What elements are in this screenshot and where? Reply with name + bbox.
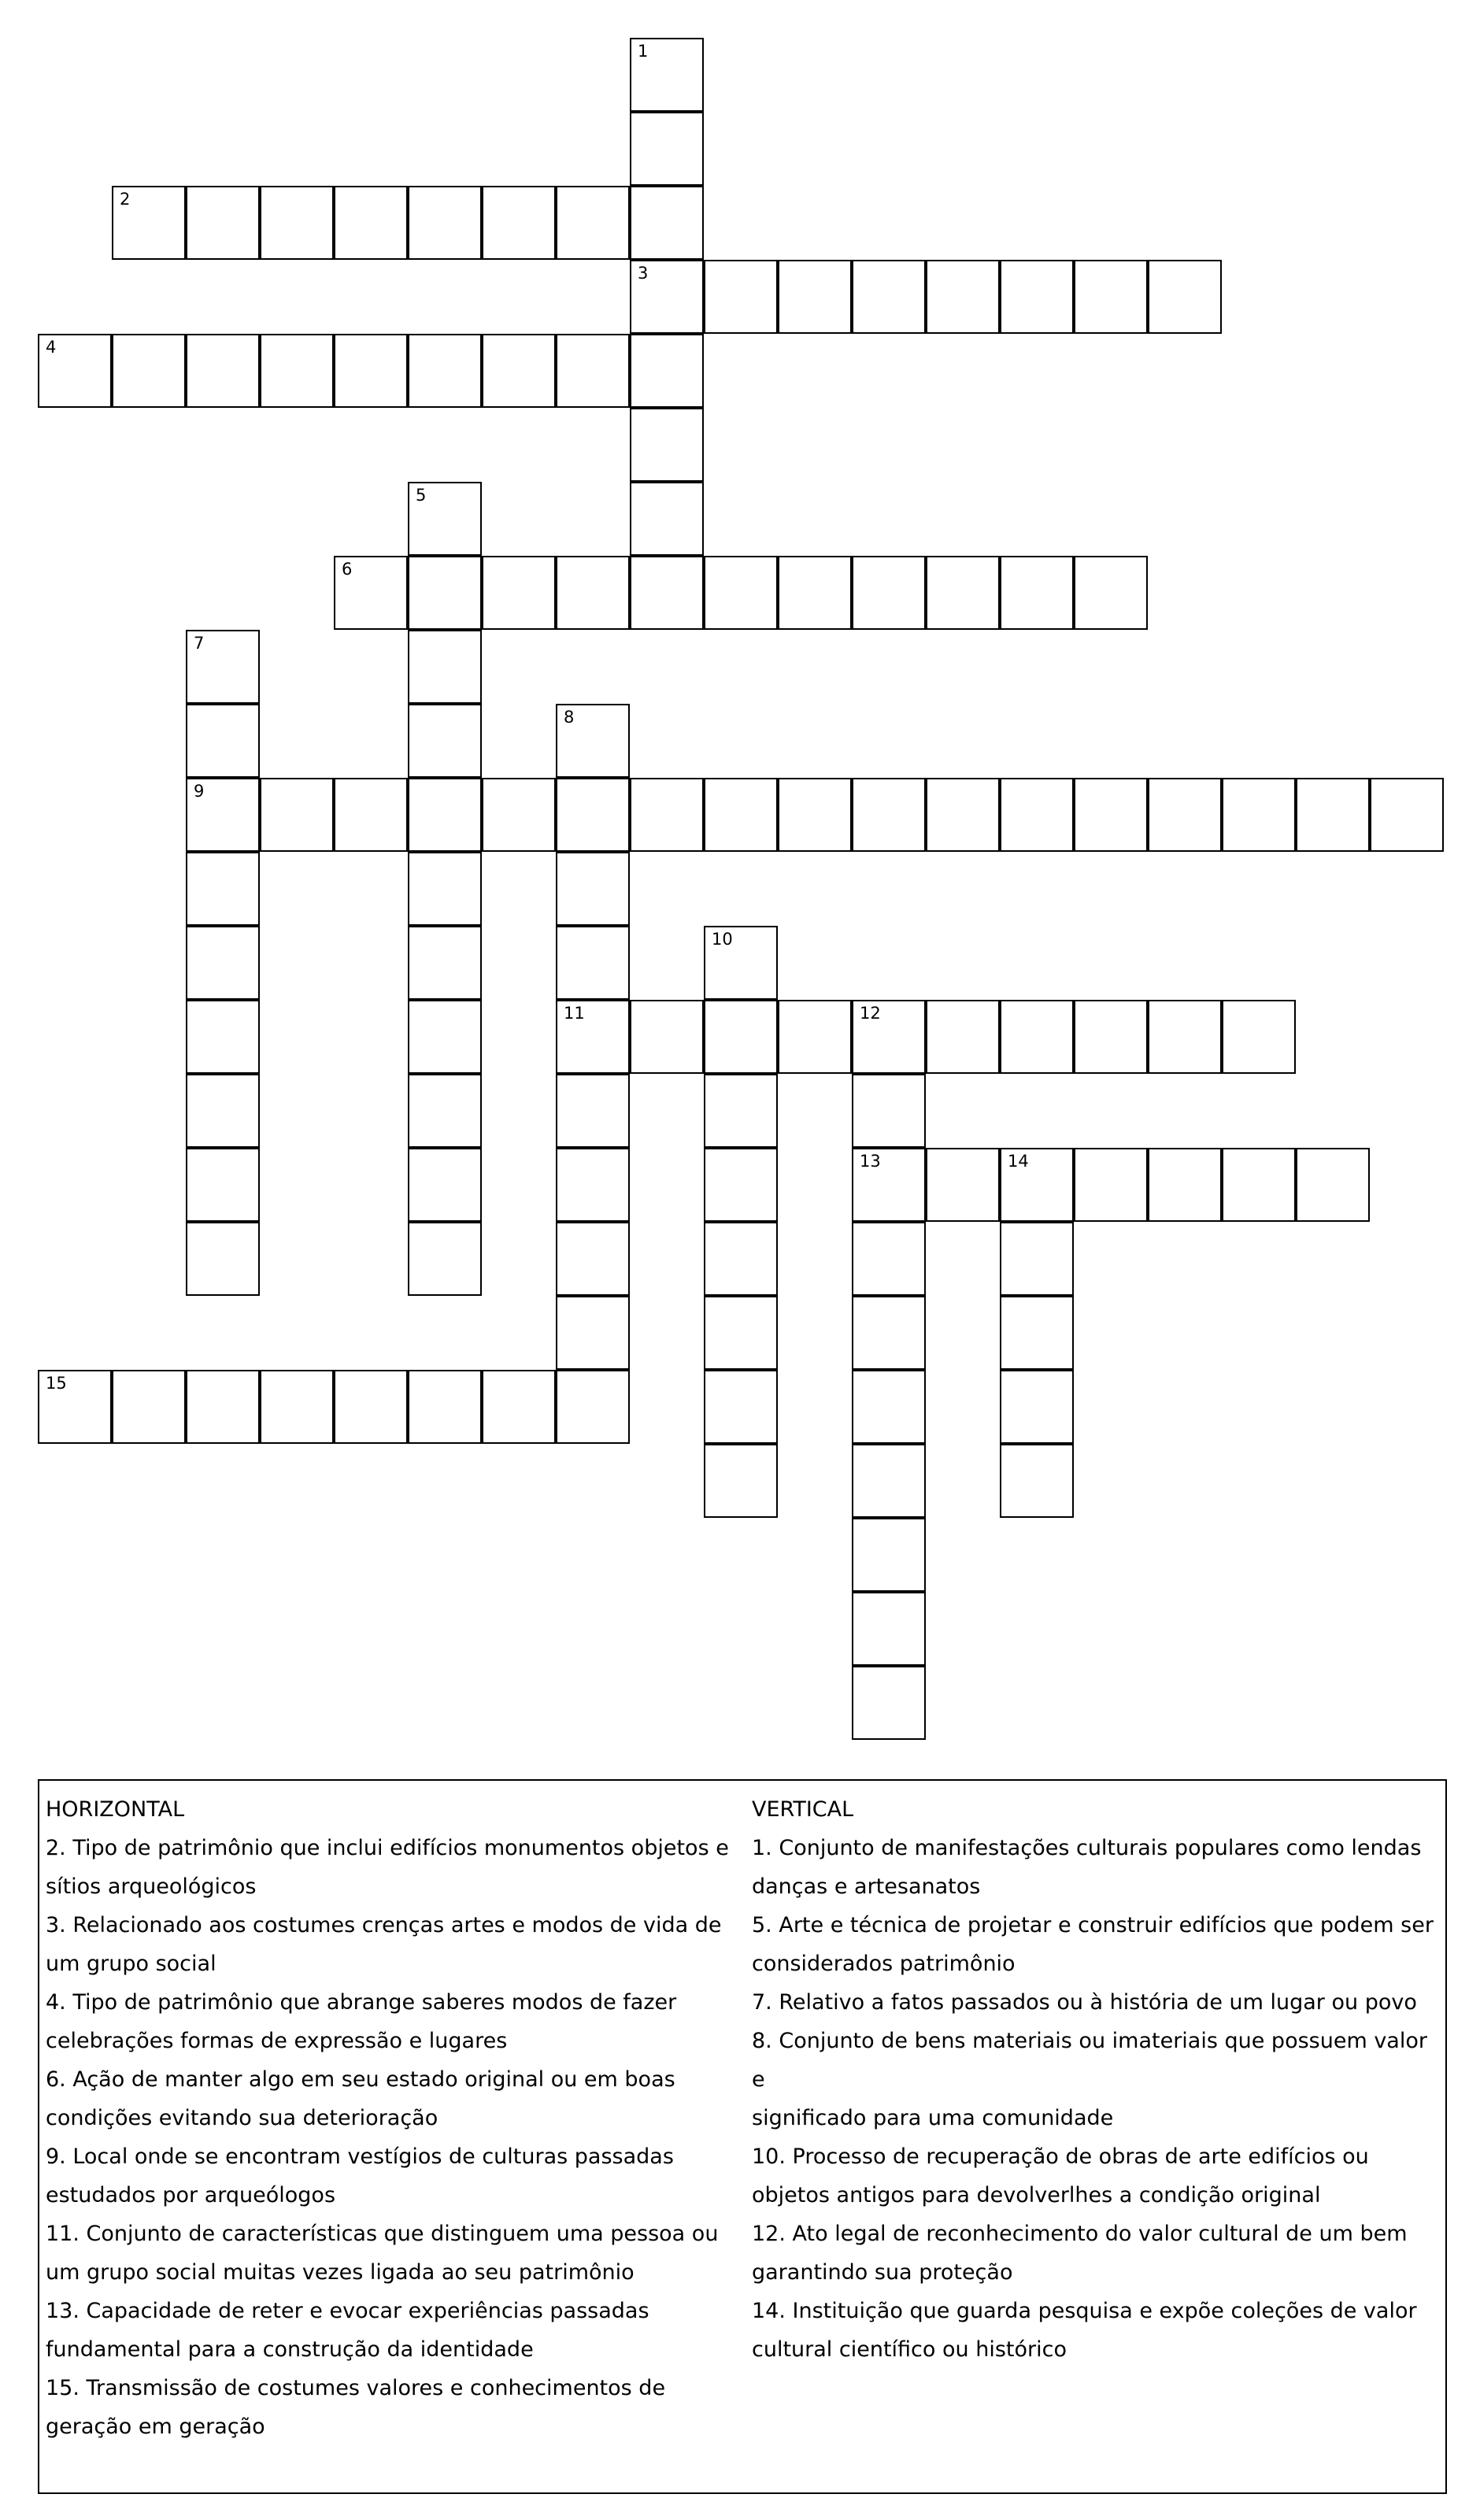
grid-cell[interactable]	[556, 852, 630, 926]
grid-cell[interactable]	[556, 1222, 630, 1296]
clue-number: 13	[860, 1152, 881, 1171]
grid-cell[interactable]	[260, 778, 334, 852]
grid-cell[interactable]	[1074, 556, 1148, 630]
grid-cell[interactable]	[408, 852, 482, 926]
grid-cell[interactable]	[926, 1148, 1000, 1222]
clue-number: 5	[416, 486, 427, 505]
clue-line: objetos antigos para devolverlhes a condição original	[752, 2183, 1321, 2207]
grid-cell[interactable]	[556, 1370, 630, 1444]
grid-cell[interactable]	[630, 334, 704, 408]
grid-cell[interactable]	[1000, 1000, 1074, 1074]
grid-cell[interactable]	[186, 704, 260, 778]
clue-line: estudados por arqueólogos	[46, 2183, 336, 2207]
grid-cell[interactable]	[852, 1000, 926, 1074]
clue-line: sítios arqueológicos	[46, 1874, 257, 1899]
clue-line: fundamental para a construção da identidade	[46, 2337, 534, 2362]
grid-cell[interactable]	[482, 1370, 556, 1444]
grid-cell[interactable]	[1000, 1370, 1074, 1444]
clue-line: 11. Conjunto de características que distinguem uma pessoa ou	[46, 2222, 719, 2246]
clue-line: 7. Relativo a fatos passados ou à história de um lugar ou povo	[752, 1990, 1417, 2015]
clue-line: garantindo sua proteção	[752, 2260, 1013, 2285]
grid-cell[interactable]	[556, 1074, 630, 1148]
grid-cell[interactable]	[1148, 1000, 1222, 1074]
vertical-clues-title: VERTICAL	[752, 1797, 854, 1822]
grid-cell[interactable]	[334, 778, 408, 852]
clue-line: danças e artesanatos	[752, 1874, 981, 1899]
clue-number: 10	[712, 930, 733, 949]
grid-cell[interactable]	[186, 1000, 260, 1074]
clue-number: 9	[194, 782, 205, 801]
grid-cell[interactable]	[112, 334, 186, 408]
clue-number: 7	[194, 634, 205, 653]
clue-line: 3. Relacionado aos costumes crenças artes e modos de vida de	[46, 1913, 722, 1937]
grid-cell[interactable]	[186, 778, 260, 852]
clue-line: 15. Transmissão de costumes valores e conhecimentos de	[46, 2376, 666, 2400]
clue-line: um grupo social muitas vezes ligada ao seu patrimônio	[46, 2260, 635, 2285]
grid-cell[interactable]	[630, 1000, 704, 1074]
grid-cell[interactable]	[556, 1296, 630, 1370]
grid-cell[interactable]	[704, 1444, 778, 1518]
grid-cell[interactable]	[408, 704, 482, 778]
clue-line: 5. Arte e técnica de projetar e construir edifícios que podem ser	[752, 1913, 1434, 1937]
grid-cell[interactable]	[112, 1370, 186, 1444]
grid-cell[interactable]	[38, 1370, 112, 1444]
grid-cell[interactable]	[408, 1370, 482, 1444]
grid-cell[interactable]	[630, 186, 704, 260]
grid-cell[interactable]	[408, 630, 482, 704]
grid-cell[interactable]	[1148, 778, 1222, 852]
grid-cell[interactable]	[852, 1370, 926, 1444]
grid-cell[interactable]	[556, 926, 630, 1000]
grid-cell[interactable]	[1000, 1444, 1074, 1518]
grid-cell[interactable]	[482, 556, 556, 630]
grid-cell[interactable]	[482, 334, 556, 408]
grid-cell[interactable]	[704, 778, 778, 852]
grid-cell[interactable]	[186, 926, 260, 1000]
grid-cell[interactable]	[408, 926, 482, 1000]
grid-cell[interactable]	[852, 1592, 926, 1666]
grid-cell[interactable]	[334, 186, 408, 260]
grid-cell[interactable]	[186, 630, 260, 704]
grid-cell[interactable]	[186, 1370, 260, 1444]
grid-cell[interactable]	[1296, 778, 1370, 852]
grid-cell[interactable]	[482, 778, 556, 852]
grid-cell[interactable]	[1296, 1148, 1370, 1222]
grid-cell[interactable]	[556, 556, 630, 630]
clue-line: 14. Instituição que guarda pesquisa e expõe coleções de valor	[752, 2299, 1417, 2323]
grid-cell[interactable]	[1074, 1000, 1148, 1074]
grid-cell[interactable]	[1222, 778, 1296, 852]
grid-cell[interactable]	[1148, 1148, 1222, 1222]
grid-cell[interactable]	[852, 1518, 926, 1592]
clue-number: 15	[46, 1374, 67, 1393]
grid-cell[interactable]	[556, 186, 630, 260]
horizontal-clues	[46, 1790, 746, 2446]
grid-cell[interactable]	[630, 260, 704, 334]
grid-cell[interactable]	[260, 1370, 334, 1444]
grid-cell[interactable]	[630, 556, 704, 630]
grid-cell[interactable]	[1074, 260, 1148, 334]
clue-line: condições evitando sua deterioração	[46, 2106, 438, 2130]
grid-cell[interactable]	[778, 556, 852, 630]
grid-cell[interactable]	[926, 1000, 1000, 1074]
clue-line: 13. Capacidade de reter e evocar experiências passadas	[46, 2299, 649, 2323]
grid-cell[interactable]	[704, 1148, 778, 1222]
clue-line: 1. Conjunto de manifestações culturais populares como lendas	[752, 1836, 1422, 1860]
grid-cell[interactable]	[408, 1222, 482, 1296]
grid-cell[interactable]	[556, 704, 630, 778]
grid-cell[interactable]	[556, 778, 630, 852]
grid-cell[interactable]	[852, 1148, 926, 1222]
grid-cell[interactable]	[334, 334, 408, 408]
grid-cell[interactable]	[778, 260, 852, 334]
clue-line: cultural científico ou histórico	[752, 2337, 1067, 2362]
grid-cell[interactable]	[1222, 1000, 1296, 1074]
grid-cell[interactable]	[1074, 1148, 1148, 1222]
clue-number: 2	[120, 190, 131, 209]
clue-number: 8	[564, 708, 575, 727]
grid-cell[interactable]	[556, 1148, 630, 1222]
grid-cell[interactable]	[408, 186, 482, 260]
grid-cell[interactable]	[186, 852, 260, 926]
clue-line: um grupo social	[46, 1952, 216, 1976]
grid-cell[interactable]	[704, 926, 778, 1000]
clues-box	[38, 1779, 1447, 2494]
grid-cell[interactable]	[630, 408, 704, 482]
clue-number: 6	[342, 560, 353, 579]
grid-cell[interactable]	[38, 334, 112, 408]
grid-cell[interactable]	[926, 260, 1000, 334]
clue-line: significado para uma comunidade	[752, 2106, 1114, 2130]
grid-cell[interactable]	[186, 1074, 260, 1148]
clue-number: 11	[564, 1004, 585, 1023]
grid-cell[interactable]	[556, 1000, 630, 1074]
grid-cell[interactable]	[852, 1074, 926, 1148]
clue-line: 4. Tipo de patrimônio que abrange saberes modos de fazer	[46, 1990, 677, 2015]
grid-cell[interactable]	[482, 186, 556, 260]
grid-cell[interactable]	[408, 334, 482, 408]
grid-cell[interactable]	[852, 556, 926, 630]
grid-cell[interactable]	[186, 1148, 260, 1222]
horizontal-clues-title: HORIZONTAL	[46, 1797, 185, 1822]
grid-cell[interactable]	[408, 1148, 482, 1222]
grid-cell[interactable]	[852, 260, 926, 334]
grid-cell[interactable]	[408, 1074, 482, 1148]
grid-cell[interactable]	[1000, 1296, 1074, 1370]
grid-cell[interactable]	[630, 38, 704, 112]
clue-number: 3	[638, 264, 649, 283]
grid-cell[interactable]	[852, 1666, 926, 1740]
clue-number: 14	[1008, 1152, 1029, 1171]
grid-cell[interactable]	[704, 1370, 778, 1444]
grid-cell[interactable]	[704, 1222, 778, 1296]
grid-cell[interactable]	[1000, 1148, 1074, 1222]
grid-cell[interactable]	[852, 1222, 926, 1296]
grid-cell[interactable]	[186, 186, 260, 260]
grid-cell[interactable]	[852, 1296, 926, 1370]
vertical-clues	[752, 1790, 1445, 2369]
grid-cell[interactable]	[704, 556, 778, 630]
grid-cell[interactable]	[1000, 1222, 1074, 1296]
grid-cell[interactable]	[1000, 778, 1074, 852]
grid-cell[interactable]	[926, 778, 1000, 852]
grid-cell[interactable]	[260, 186, 334, 260]
clue-number: 1	[638, 42, 649, 61]
clue-line: 10. Processo de recuperação de obras de arte edifícios ou	[752, 2144, 1369, 2169]
grid-cell[interactable]	[1000, 260, 1074, 334]
clue-line: 12. Ato legal de reconhecimento do valor cultural de um bem	[752, 2222, 1408, 2246]
grid-cell[interactable]	[408, 778, 482, 852]
grid-cell[interactable]	[778, 778, 852, 852]
grid-cell[interactable]	[112, 186, 186, 260]
clue-line: celebrações formas de expressão e lugares	[46, 2029, 508, 2053]
grid-cell[interactable]	[852, 1444, 926, 1518]
grid-cell[interactable]	[1000, 556, 1074, 630]
grid-cell[interactable]	[1074, 778, 1148, 852]
grid-cell[interactable]	[704, 1000, 778, 1074]
grid-cell[interactable]	[1222, 1148, 1296, 1222]
grid-cell[interactable]	[556, 334, 630, 408]
grid-cell[interactable]	[260, 334, 334, 408]
clue-line: 9. Local onde se encontram vestígios de culturas passadas	[46, 2144, 674, 2169]
grid-cell[interactable]	[704, 260, 778, 334]
grid-cell[interactable]	[186, 334, 260, 408]
clue-line: 2. Tipo de patrimônio que inclui edifícios monumentos objetos e	[46, 1836, 729, 1860]
clue-number: 4	[46, 338, 57, 357]
grid-cell[interactable]	[334, 556, 408, 630]
grid-cell[interactable]	[408, 556, 482, 630]
grid-cell[interactable]	[1148, 260, 1222, 334]
grid-cell[interactable]	[630, 778, 704, 852]
clue-line: geração em geração	[46, 2415, 265, 2439]
grid-cell[interactable]	[926, 556, 1000, 630]
clue-number: 12	[860, 1004, 881, 1023]
grid-cell[interactable]	[630, 482, 704, 556]
grid-cell[interactable]	[630, 112, 704, 186]
grid-cell[interactable]	[704, 1074, 778, 1148]
grid-cell[interactable]	[852, 778, 926, 852]
grid-cell[interactable]	[408, 482, 482, 556]
clue-line: 6. Ação de manter algo em seu estado original ou em boas	[46, 2067, 675, 2092]
grid-cell[interactable]	[778, 1000, 852, 1074]
clue-line: 8. Conjunto de bens materiais ou imateriais que possuem valor e	[752, 2029, 1427, 2092]
grid-cell[interactable]	[408, 1000, 482, 1074]
clue-line: considerados patrimônio	[752, 1952, 1016, 1976]
grid-cell[interactable]	[334, 1370, 408, 1444]
grid-cell[interactable]	[1370, 778, 1444, 852]
grid-cell[interactable]	[186, 1222, 260, 1296]
grid-cell[interactable]	[704, 1296, 778, 1370]
